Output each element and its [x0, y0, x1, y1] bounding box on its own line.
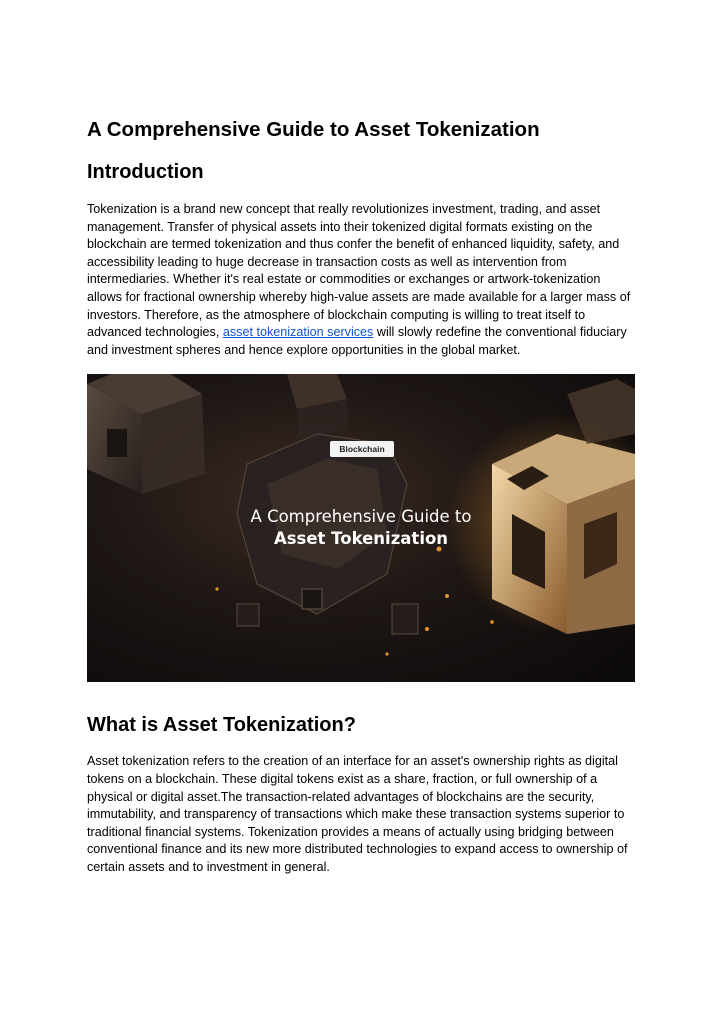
asset-tokenization-services-link[interactable]: asset tokenization services	[222, 325, 374, 340]
hero-cubes-illustration	[87, 374, 635, 682]
what-is-asset-tokenization-paragraph: Asset tokenization refers to the creation of an interface for an asset's ownership rights as digital tokens on a blockchain. These digital tokens exist as a share, fraction, or full ownership of a physical or digital asset.The transaction-related advantages of blockchains are the security, immutability, and transparency of transactions which make these transaction systems superior to traditional financial systems. Tokenization provides a means of actually using bridging between conventional finance and its new more distributed technologies to expand access to ownership of certain assets and to investment in general.	[87, 754, 628, 874]
top-cube-shape	[287, 374, 349, 439]
introduction-paragraph	[87, 201, 635, 359]
hero-image	[87, 374, 635, 682]
section-heading-introduction: Introduction	[87, 161, 204, 183]
introduction-text-end: will slowly redefine the conventional fiduciary and investment spheres and hence explore opportunities in the global market.	[87, 325, 627, 357]
hero-title-line-2: Asset Tokenization	[273, 529, 449, 549]
section-heading-what-is-asset-tokenization: What is Asset Tokenization?	[87, 714, 356, 737]
hero-title-line-1: A Comprehensive Guide to	[250, 507, 472, 527]
document-content	[87, 117, 635, 877]
document-title: A Comprehensive Guide to Asset Tokenization	[87, 118, 540, 141]
introduction-text-start: Tokenization is a brand new concept that really revolutionizes investment, trading, and asset management. Transfer of physical assets into their tokenized digital formats existing on the blockchain are termed tokenization and thus confer the benefit of enhanced liquidity, safety, and accessibility leading to huge decrease in transaction costs as well as intervention from intermediaries. Whether it's real estate or commodities or exchanges or artwork-tokenization allows for fractional ownership whereby high-value assets are made available for a larger mass of investors. Therefore, as the atmosphere of blockchain computing is willing to treat itself to advanced technologies,	[87, 202, 631, 340]
left-cube-shape	[87, 374, 205, 494]
blockchain-logo: Blockchain	[330, 441, 394, 457]
